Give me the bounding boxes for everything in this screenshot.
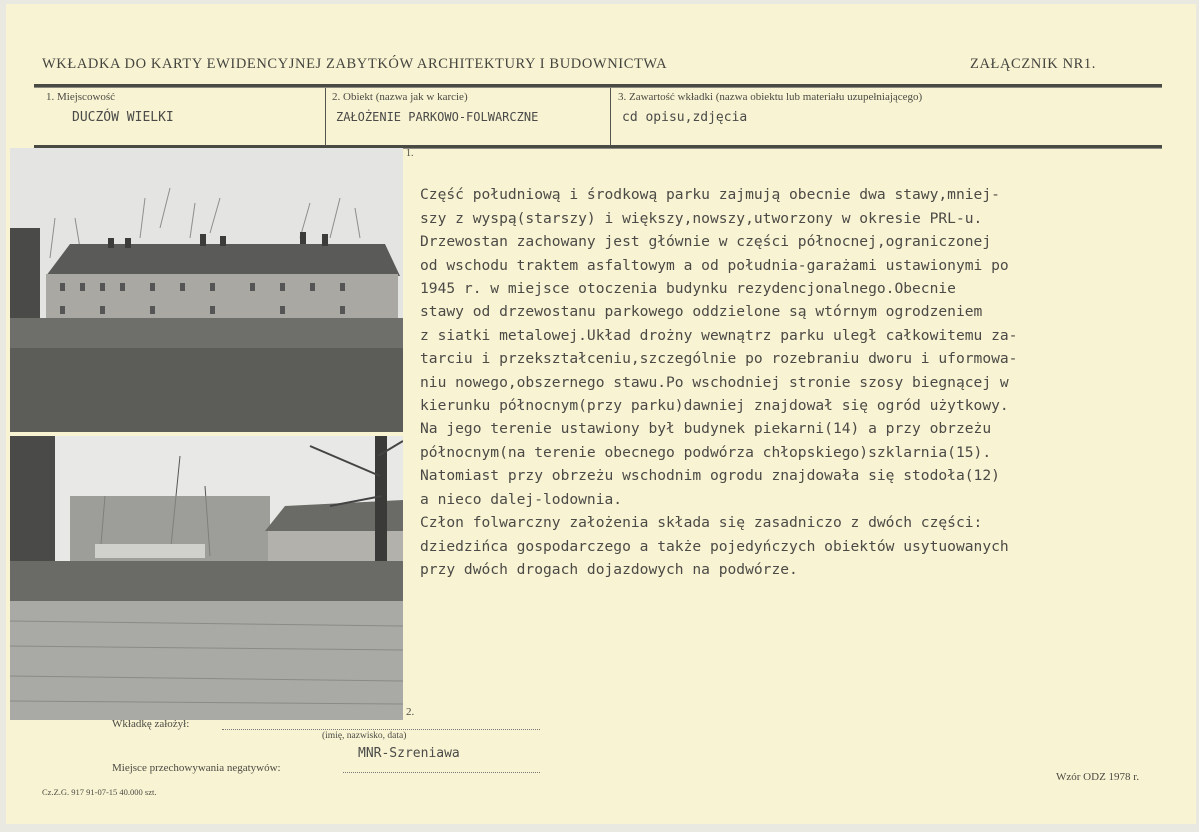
field-value-object: ZAŁOŻENIE PARKOWO-FOLWARCZNE [336,110,539,124]
text-line: Część południową i środkową parku zajmują obecnie dwa stawy,mniej- [420,186,1000,204]
text-line: a nieco dalej-lodownia. [420,490,623,508]
text-line: szy z wyspą(starszy) i większy,nowszy,utworzony w okresie PRL-u. [420,209,983,227]
author-line [222,729,540,730]
text-line: z siatki metalowej.Układ drożny wewnątrz parku uległ całkowitemu za- [420,326,1018,344]
attachment-number: ZAŁĄCZNIK NR1. [970,56,1096,72]
template-info: Wzór ODZ 1978 r. [1056,771,1140,783]
field-value-locality: DUCZÓW WIELKI [72,110,174,125]
text-line: 1945 r. w miejsce otoczenia budynku rezydencjonalnego.Obecnie [420,280,956,298]
text-line: niu nowego,obszernego stawu.Po wschodniej stronie szosy biegnącej w [420,373,1009,391]
text-line: stawy od drzewostanu parkowego oddzielone są wtórnym ogrodzeniem [420,303,983,321]
field-label-content: 3. Zawartość wkładki (nazwa obiektu lub materiału uzupełniającego) [618,91,923,103]
description-text [420,160,1017,605]
negatives-value: MNR-Szreniawa [358,746,460,761]
text-line: kierunku północnym(przy parku)dawniej znajdował się ogród użytkowy. [420,397,1009,415]
text-line: Człon folwarczny założenia składa się zasadniczo z dwóch części: [420,514,983,532]
negatives-line [343,772,540,773]
text-line: od wschodu traktem asfaltowym a od południa-garażami ustawionymi po [420,256,1009,274]
top-rule [34,84,1162,88]
negatives-label: Miejsce przechowywania negatywów: [112,762,281,774]
field-label-locality: 1. Miejscowość [46,91,116,103]
text-line: Drzewostan zachowany jest głównie w części północnej,ograniczonej [420,233,992,251]
text-line: Na jego terenie ustawiony był budynek piekarni(14) a przy obrzeżu [420,420,992,438]
author-hint: (imię, nazwisko, data) [322,731,407,741]
photo-manor-building [10,148,403,432]
field-label-object: 2. Obiekt (nazwa jak w karcie) [332,91,468,103]
photo-number-2: 2. [406,706,415,718]
text-line: przy dwóch drogach dojazdowych na podwórze. [420,560,798,578]
text-line: północnym(na terenie obecnego podwórza chłopskiego)szklarnia(15). [420,443,992,461]
column-divider [325,88,326,146]
author-label: Wkładkę założył: [112,718,190,730]
print-info: Cz.Z.G. 917 91-07-15 40.000 szt. [42,787,157,797]
form-title: WKŁADKA DO KARTY EWIDENCYJNEJ ZABYTKÓW ARCHITEKTURY I BUDOWNICTWA [42,56,668,72]
photo-pond-and-farm [10,436,403,720]
photo-number-1: 1. [406,148,414,159]
text-line: dziedzińca gospodarczego a także pojedyńczych obiektów usytuowanych [420,537,1009,555]
text-line: tarciu i przekształceniu,szczególnie po rozebraniu dworu i uformowa- [420,350,1018,368]
field-value-content: cd opisu,zdjęcia [622,110,748,125]
column-divider [610,88,611,146]
text-line: Natomiast przy obrzeżu wschodnim ogrodu znajdowała się stodoła(12) [420,467,1000,485]
